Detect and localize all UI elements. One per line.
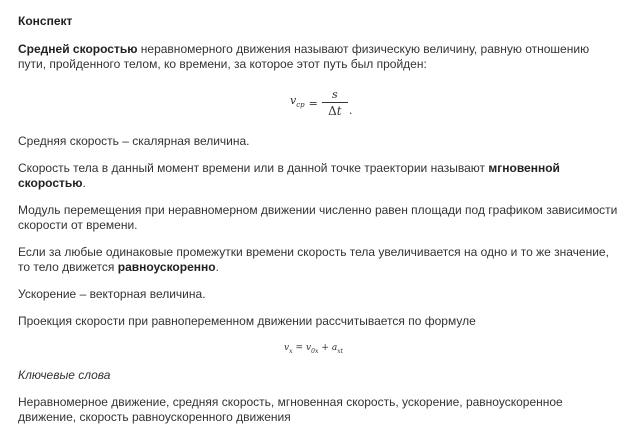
paragraph-velocity-projection: Проекция скорости при равнопеременном движении рассчитывается по формуле	[18, 314, 476, 328]
paragraph-instant-speed: Скорость тела в данный момент времени или в данной точке траектории называют мгновенной скоростью.	[18, 161, 560, 190]
formula-velocity-projection: $v_x = v_{0x} + a_{xt}$	[284, 343, 344, 355]
fraction-numerator: s	[332, 87, 338, 101]
lesson-summary	[18, 14, 618, 437]
page-title: Конспект	[18, 14, 73, 28]
paragraph-text: неравномерного движения называют физическую величину, равную отношению пути, пройденного телом, ко времени, за которое этот путь был пройден:	[18, 42, 590, 71]
keywords-title: Ключевые слова	[18, 368, 111, 382]
term-uniformly-accelerated: равноускоренно	[117, 260, 216, 274]
keywords-list: Неравномерное движение, средняя скорость, мгновенная скорость, ускорение, равноускоренное движение, скорость равноускоренного движения	[18, 395, 563, 424]
paragraph-average-speed	[18, 42, 618, 72]
paragraph-displacement: Модуль перемещения при неравномерном движении численно равен площади под графиком зависимости скорости от времени.	[18, 203, 618, 232]
formula-equals: =	[308, 96, 318, 110]
formula-lhs: $v_{ср}$	[290, 93, 305, 110]
formula-average-speed	[18, 84, 618, 122]
term-average-speed: Средней скоростью	[18, 42, 138, 56]
formula-period: .	[348, 104, 353, 117]
fraction-denominator: Δt	[328, 103, 342, 118]
formula-fraction	[322, 88, 348, 119]
paragraph-uniform-acceleration: Если за любые одинаковые промежутки времени скорость тела увеличивается на одно и то же значение, то тело движется равноускоренно.	[18, 245, 609, 274]
paragraph-acceleration-vector: Ускорение – векторная величина.	[18, 287, 206, 301]
term-instant-speed: мгновенной скоростью	[18, 161, 560, 190]
paragraph-scalar: Средняя скорость – скалярная величина.	[18, 134, 250, 148]
